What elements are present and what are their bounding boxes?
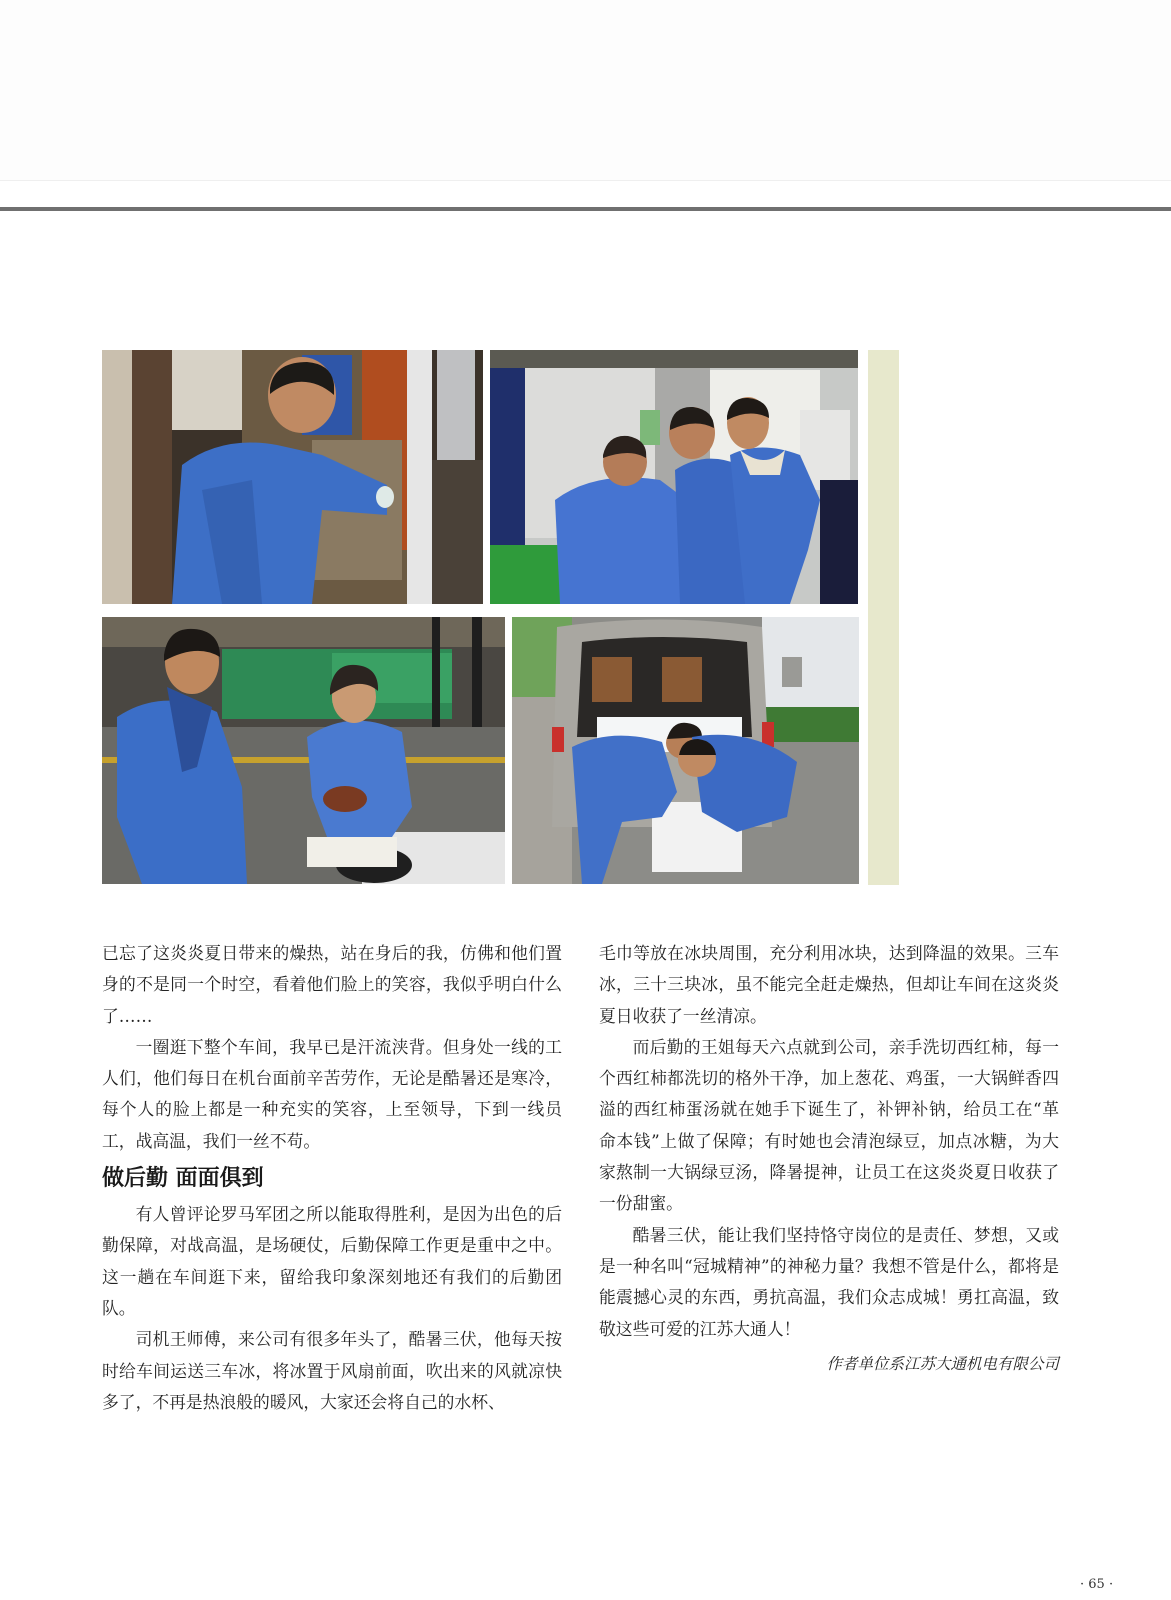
author-affiliation: 作者单位系江苏大通机电有限公司 <box>826 1354 1059 1373</box>
photo-cook-with-bowl-and-worker <box>102 617 505 884</box>
paragraph: 有人曾评论罗马军团之所以能取得胜利，是因为出色的后勤保障，对战高温，是场硬仗，后勤保障工作更是重中之中。这一趟在车间逛下来，留给我印象深刻地还有我们的后勤团队。 <box>102 1204 562 1318</box>
page-number: · 65 · <box>1080 1577 1114 1592</box>
article-column-right <box>599 938 1059 1380</box>
paragraph: 一圈逛下整个车间，我早已是汗流浃背。但身处一线的工人们，他们每日在机台面前辛苦劳作，无论是酷暑还是寒冷，每个人的脸上都是一种充实的笑容，上至领导，下到一线员工，战高温，我们一丝不苟。 <box>102 1036 562 1151</box>
header-rule <box>0 207 1171 211</box>
page-header-band <box>0 0 1171 181</box>
photo-worker-at-control-cabinet <box>102 350 483 604</box>
paragraph: 毛巾等放在冰块周围，充分利用冰块，达到降温的效果。三车冰，三十三块冰，虽不能完全赶走燥热，但却让车间在这炎炎夏日收获了一丝清凉。 <box>599 943 1059 1026</box>
paragraph: 司机王师傅，来公司有很多年头了，酷暑三伏，他每天按时给车间运送三车冰，将冰置于风扇前面，吹出来的风就凉快多了，不再是热浪般的暖风，大家还会将自己的水杯、 <box>102 1329 562 1412</box>
paragraph: 已忘了这炎炎夏日带来的燥热，站在身后的我，仿佛和他们置身的不是同一个时空，看着他们脸上的笑容，我似乎明白什么了…… <box>102 943 562 1026</box>
photo-workers-unloading-ice-from-van <box>512 617 859 884</box>
decorative-side-strip <box>868 350 899 885</box>
section-heading: 做后勤 面面俱到 <box>102 1166 264 1192</box>
paragraph: 酷暑三伏，能让我们坚持恪守岗位的是责任、梦想，又或是一种名叫“冠城精神”的神秘力量？我想不管是什么，都将是能震撼心灵的东西，勇抗高温，我们众志成城！勇扛高温，致敬这些可爱的江苏大通人！ <box>599 1224 1059 1339</box>
article-column-left <box>102 938 562 1418</box>
photo-workers-at-machine <box>490 350 858 604</box>
paragraph: 而后勤的王姐每天六点就到公司，亲手洗切西红柿，每一个西红柿都洗切的格外干净，加上葱花、鸡蛋，一大锅鲜香四溢的西红柿蛋汤就在她手下诞生了，补钾补钠，给员工在“革命本钱”上做了保障；有时她也会清泡绿豆，加点冰糖，为大家熬制一大锅绿豆汤，降暑提神，让员工在这炎炎夏日收获了一份甜蜜。 <box>599 1036 1059 1214</box>
